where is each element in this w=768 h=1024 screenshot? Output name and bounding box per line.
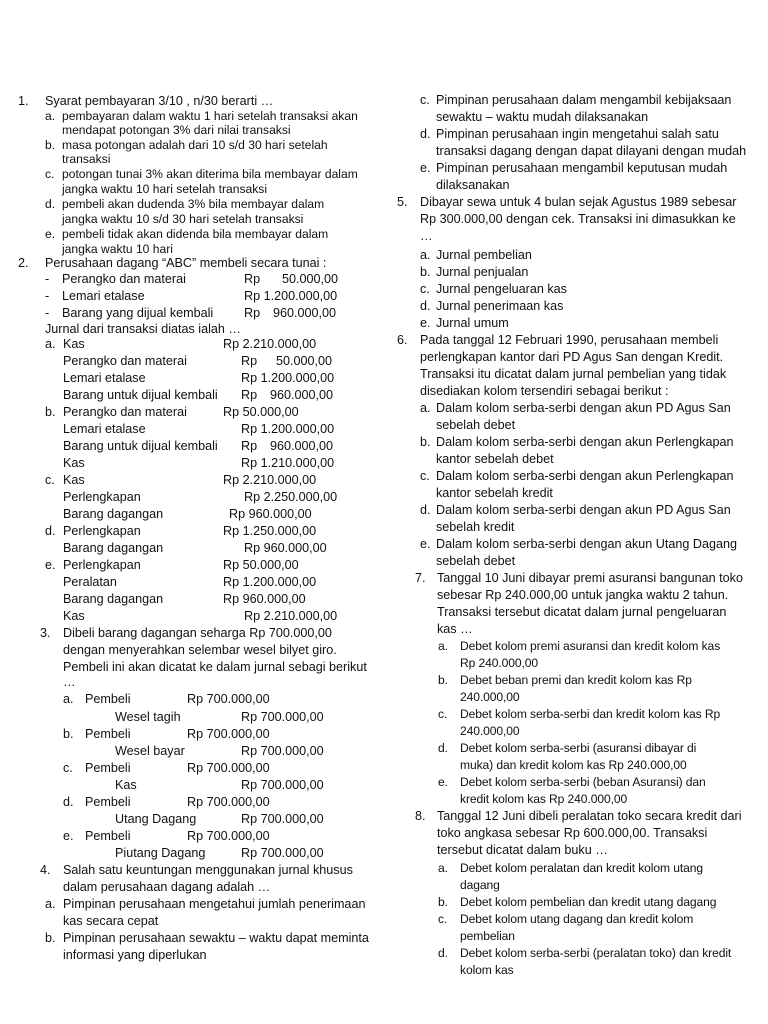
q8-option-a-label: a.	[438, 861, 448, 875]
q3-option-d-debit: Pembeli	[85, 795, 131, 809]
q6-option-b-line: Dalam kolom serba-serbi dengan akun Perlengkapan	[436, 435, 734, 449]
q8-stem-line: Tanggal 12 Juni dibeli peralatan toko secara kredit dari	[437, 809, 742, 823]
q2-option-d-amount: Rp 960.000,00	[244, 541, 327, 555]
q2-option-c-account: Barang dagangan	[63, 507, 164, 521]
q6-option-e-line: sebelah debet	[436, 554, 516, 568]
q3-stem-line: …	[63, 675, 76, 689]
q2-item-name: Barang yang dijual kembali	[62, 306, 214, 320]
q3-option-a-label: a.	[63, 692, 74, 706]
q3-option-e-credit: Piutang Dagang	[115, 846, 206, 860]
q5-option-c-label: c.	[420, 282, 430, 296]
q5-option-e-label: e.	[420, 316, 431, 330]
q4-option-e-label: e.	[420, 161, 431, 175]
q7-option-b-label: b.	[438, 673, 448, 687]
q4-option-c-label: c.	[420, 93, 430, 107]
q6-option-d-label: d.	[420, 503, 431, 517]
q2-option-b-amount: 960.000,00	[270, 439, 334, 453]
q8-option-c-line: pembelian	[460, 929, 515, 943]
q3-stem-line: Pembeli ini akan dicatat ke dalam jurnal sebagi berikut	[63, 660, 367, 674]
q2-option-a-amount: Rp 1.200.000,00	[241, 371, 335, 385]
q7-stem-line: Tanggal 10 Juni dibayar premi asuransi bangunan toko	[437, 571, 743, 585]
q2-option-a-amount: 50.000,00	[276, 354, 333, 368]
q8-option-a-line: Debet kolom peralatan dan kredit kolom utang	[460, 861, 703, 875]
q3-stem-line: dengan menyerahkan selembar wesel bilyet giro.	[63, 643, 337, 657]
q4-option-a-line: kas secara cepat	[63, 914, 159, 928]
q2-option-b-rp: Rp	[241, 439, 258, 453]
q7-option-a-line: Rp 240.000,00	[460, 656, 539, 670]
q7-option-e-line: Debet kolom serba-serbi (beban Asuransi) dan	[460, 775, 706, 789]
q1-option-d-line: jangka waktu 10 s/d 30 hari setelah transaksi	[62, 212, 304, 226]
q5-stem-line: Dibayar sewa untuk 4 bulan sejak Agustus 1989 sebesar	[420, 195, 737, 209]
q3-option-c-label: c.	[63, 761, 73, 775]
q2-option-e-account: Perlengkapan	[63, 558, 141, 572]
q2-option-a-rp: Rp	[241, 354, 258, 368]
q2-option-b-account: Lemari etalase	[63, 422, 146, 436]
q3-option-c-debit: Pembeli	[85, 761, 131, 775]
q4-option-d-line: transaksi dagang dengan dapat dilayani dengan mudah	[436, 144, 747, 158]
q6-option-b-label: b.	[420, 435, 431, 449]
q1-option-a-line: pembayaran dalam waktu 1 hari setelah transaksi akan	[62, 109, 358, 123]
q6-stem-line: perlengkapan kantor dari PD Agus San dengan Kredit.	[420, 350, 724, 364]
q4-option-d-line: Pimpinan perusahaan ingin mengetahui salah satu	[436, 127, 719, 141]
q4-option-b-line: informasi yang diperlukan	[63, 948, 207, 962]
q3-option-d-credit: Utang Dagang	[115, 812, 197, 826]
q8-number: 8.	[415, 809, 426, 823]
q3-option-a-credit: Wesel tagih	[115, 710, 181, 724]
q1-option-c-line: potongan tunai 3% akan diterima bila membayar dalam	[62, 167, 358, 181]
q4-stem-line: Salah satu keuntungan menggunakan jurnal khusus	[63, 863, 353, 877]
q2-option-c-label: c.	[45, 473, 55, 487]
q3-option-c-credit-amount: Rp 700.000,00	[241, 778, 324, 792]
q4-number: 4.	[40, 863, 51, 877]
q2-option-a-amount: Rp 2.210.000,00	[223, 337, 317, 351]
q1-number: 1.	[18, 94, 29, 108]
q3-option-e-label: e.	[63, 829, 74, 843]
q6-option-e-line: Dalam kolom serba-serbi dengan akun Utang Dagang	[436, 537, 738, 551]
q3-option-a-credit-amount: Rp 700.000,00	[241, 710, 324, 724]
q7-stem-line: kas …	[437, 622, 473, 636]
q2-option-e-account: Barang dagangan	[63, 592, 164, 606]
q1-option-b-label: b.	[45, 138, 56, 152]
q2-item-name: Perangko dan materai	[62, 272, 186, 286]
q7-option-e-line: kredit kolom kas Rp 240.000,00	[460, 792, 628, 806]
q7-option-c-label: c.	[438, 707, 448, 721]
q5-option-d-text: Jurnal penerimaan kas	[436, 299, 564, 313]
q7-option-c-line: 240.000,00	[460, 724, 520, 738]
q3-option-c-credit: Kas	[115, 778, 137, 792]
q2-option-e-account: Kas	[63, 609, 85, 623]
q3-option-a-debit-amount: Rp 700.000,00	[187, 692, 270, 706]
q2-option-b-label: b.	[45, 405, 56, 419]
q5-option-c-text: Jurnal pengeluaran kas	[436, 282, 567, 296]
q2-number: 2.	[18, 256, 29, 270]
q8-stem-line: toko angkasa sebesar Rp 600.000,00. Transaksi	[437, 826, 708, 840]
q5-option-b-text: Jurnal penjualan	[436, 265, 529, 279]
q8-option-c-label: c.	[438, 912, 448, 926]
q7-option-c-line: Debet kolom serba-serbi dan kredit kolom kas Rp	[460, 707, 721, 721]
q7-option-d-line: muka) dan kredit kolom kas Rp 240.000,00	[460, 758, 687, 772]
q2-item-amount: 960.000,00	[273, 306, 337, 320]
q2-item-name: Lemari etalase	[62, 289, 145, 303]
q2-option-c-account: Perlengkapan	[63, 490, 141, 504]
q4-stem-line: dalam perusahaan dagang adalah …	[63, 880, 271, 894]
q1-option-a-label: a.	[45, 109, 56, 123]
q3-stem-line: Dibeli barang dagangan seharga Rp 700.000,00	[63, 626, 332, 640]
q2-option-b-amount: Rp 1.210.000,00	[241, 456, 335, 470]
q4-option-d-label: d.	[420, 127, 431, 141]
q7-option-d-label: d.	[438, 741, 448, 755]
q6-option-d-line: Dalam kolom serba-serbi dengan akun PD Agus San	[436, 503, 731, 517]
q2-option-a-rp: Rp	[241, 388, 258, 402]
q2-option-a-label: a.	[45, 337, 56, 351]
q1-option-d-label: d.	[45, 197, 56, 211]
q7-number: 7.	[415, 571, 426, 585]
q7-stem-line: Transaksi tersebut dicatat dalam jurnal pengeluaran	[437, 605, 727, 619]
q5-option-a-text: Jurnal pembelian	[436, 248, 532, 262]
q5-number: 5.	[397, 195, 408, 209]
q8-option-b-label: b.	[438, 895, 448, 909]
q6-option-a-label: a.	[420, 401, 431, 415]
q7-stem-line: sebesar Rp 240.000,00 untuk jangka waktu 2 tahun.	[437, 588, 729, 602]
q2-option-d-amount: Rp 1.250.000,00	[223, 524, 317, 538]
q1-stem: Syarat pembayaran 3/10 , n/30 berarti …	[45, 94, 274, 108]
q3-option-b-debit-amount: Rp 700.000,00	[187, 727, 270, 741]
q5-option-b-label: b.	[420, 265, 431, 279]
q6-option-a-line: Dalam kolom serba-serbi dengan akun PD Agus San	[436, 401, 731, 415]
q2-item-dash: -	[45, 272, 50, 286]
q2-option-d-account: Perlengkapan	[63, 524, 141, 538]
q2-option-e-amount: Rp 960.000,00	[223, 592, 306, 606]
q2-option-e-amount: Rp 1.200.000,00	[223, 575, 317, 589]
q1-option-e-line: jangka waktu 10 hari	[62, 242, 173, 256]
q3-option-c-debit-amount: Rp 700.000,00	[187, 761, 270, 775]
q2-option-a-account: Lemari etalase	[63, 371, 146, 385]
q2-question: Jurnal dari transaksi diatas ialah …	[45, 322, 241, 336]
q1-option-a-line: mendapat potongan 3% dari nilai transaksi	[62, 123, 291, 137]
q3-option-b-debit: Pembeli	[85, 727, 131, 741]
q8-option-d-label: d.	[438, 946, 448, 960]
q3-option-b-credit: Wesel bayar	[115, 744, 185, 758]
q2-option-b-account: Kas	[63, 456, 85, 470]
q3-option-b-label: b.	[63, 727, 74, 741]
q4-option-e-line: Pimpinan perusahaan mengambil keputusan mudah	[436, 161, 728, 175]
q8-stem-line: tersebut dicatat dalam buku …	[437, 843, 608, 857]
q2-option-a-account: Barang untuk dijual kembali	[63, 388, 218, 402]
q2-option-c-amount: Rp 2.250.000,00	[244, 490, 338, 504]
q3-option-b-credit-amount: Rp 700.000,00	[241, 744, 324, 758]
q2-item-dash: -	[45, 289, 50, 303]
q1-option-d-line: pembeli akan dudenda 3% bila membayar dalam	[62, 197, 325, 211]
q2-option-a-amount: 960.000,00	[270, 388, 334, 402]
q1-option-b-line: masa potongan adalah dari 10 s/d 30 hari setelah	[62, 138, 328, 152]
q2-option-d-label: d.	[45, 524, 56, 538]
q5-stem-line: Rp 300.000,00 dengan cek. Transaksi ini dimasukkan ke	[420, 212, 736, 226]
q7-option-e-label: e.	[438, 775, 448, 789]
q5-option-d-label: d.	[420, 299, 431, 313]
q2-item-dash: -	[45, 306, 50, 320]
q2-stem: Perusahaan dagang “ABC” membeli secara tunai :	[45, 256, 327, 270]
q5-option-e-text: Jurnal umum	[436, 316, 509, 330]
q6-option-e-label: e.	[420, 537, 431, 551]
q8-option-b-line: Debet kolom pembelian dan kredit utang dagang	[460, 895, 717, 909]
q2-item-amount: 50.000,00	[282, 272, 339, 286]
q7-option-d-line: Debet kolom serba-serbi (asuransi dibayar di	[460, 741, 697, 755]
q8-option-d-line: kolom kas	[460, 963, 514, 977]
q8-option-d-line: Debet kolom serba-serbi (peralatan toko) dan kredit	[460, 946, 732, 960]
q6-option-c-label: c.	[420, 469, 430, 483]
q1-option-e-label: e.	[45, 227, 56, 241]
q1-option-b-line: transaksi	[62, 152, 111, 166]
q2-item-rp: Rp	[244, 306, 261, 320]
q7-option-b-line: Debet beban premi dan kredit kolom kas Rp	[460, 673, 692, 687]
q2-option-c-amount: Rp 2.210.000,00	[223, 473, 317, 487]
q4-option-a-line: Pimpinan perusahaan mengetahui jumlah penerimaan	[63, 897, 366, 911]
q4-option-c-line: Pimpinan perusahaan dalam mengambil kebijaksaan	[436, 93, 732, 107]
q6-option-c-line: Dalam kolom serba-serbi dengan akun Perlengkapan	[436, 469, 734, 483]
q6-stem-line: disediakan kolom tersendiri sebagai berikut :	[420, 384, 669, 398]
q3-option-d-credit-amount: Rp 700.000,00	[241, 812, 324, 826]
q3-option-a-debit: Pembeli	[85, 692, 131, 706]
q2-item-amount: Rp 1.200.000,00	[244, 289, 338, 303]
q6-option-d-line: sebelah kredit	[436, 520, 515, 534]
q7-option-a-label: a.	[438, 639, 448, 653]
q4-option-b-line: Pimpinan perusahaan sewaktu – waktu dapat meminta	[63, 931, 369, 945]
q2-option-a-account: Kas	[63, 337, 85, 351]
q2-option-b-account: Barang untuk dijual kembali	[63, 439, 218, 453]
q2-option-e-amount: Rp 2.210.000,00	[244, 609, 338, 623]
q2-option-e-label: e.	[45, 558, 56, 572]
q2-option-e-account: Peralatan	[63, 575, 117, 589]
q7-option-a-line: Debet kolom premi asuransi dan kredit kolom kas	[460, 639, 721, 653]
q2-item-rp: Rp	[244, 272, 261, 286]
q6-stem-line: Pada tanggal 12 Februari 1990, perusahaan membeli	[420, 333, 719, 347]
q4-option-a-label: a.	[45, 897, 56, 911]
q2-option-c-account: Kas	[63, 473, 85, 487]
q5-stem-line: …	[420, 229, 433, 243]
q6-option-c-line: kantor sebelah kredit	[436, 486, 553, 500]
q3-option-d-debit-amount: Rp 700.000,00	[187, 795, 270, 809]
q2-option-e-amount: Rp 50.000,00	[223, 558, 299, 572]
q6-option-b-line: kantor sebelah debet	[436, 452, 554, 466]
q6-stem-line: Transaksi itu dicatat dalam jurnal pembelian yang tidak	[420, 367, 727, 381]
q3-option-e-debit: Pembeli	[85, 829, 131, 843]
q3-number: 3.	[40, 626, 51, 640]
q7-option-b-line: 240.000,00	[460, 690, 520, 704]
q4-option-e-line: dilaksanakan	[436, 178, 510, 192]
q2-option-d-account: Barang dagangan	[63, 541, 164, 555]
q2-option-a-account: Perangko dan materai	[63, 354, 187, 368]
q8-option-c-line: Debet kolom utang dagang dan kredit kolom	[460, 912, 694, 926]
q3-option-d-label: d.	[63, 795, 74, 809]
q4-option-c-line: sewaktu – waktu mudah dilaksanakan	[436, 110, 649, 124]
q2-option-b-account: Perangko dan materai	[63, 405, 187, 419]
q8-option-a-line: dagang	[460, 878, 500, 892]
q1-option-c-label: c.	[45, 167, 55, 181]
q2-option-b-amount: Rp 1.200.000,00	[241, 422, 335, 436]
q6-option-a-line: sebelah debet	[436, 418, 516, 432]
q5-option-a-label: a.	[420, 248, 431, 262]
q4-option-b-label: b.	[45, 931, 56, 945]
q2-option-b-amount: Rp 50.000,00	[223, 405, 299, 419]
q3-option-e-debit-amount: Rp 700.000,00	[187, 829, 270, 843]
q3-option-e-credit-amount: Rp 700.000,00	[241, 846, 324, 860]
q1-option-c-line: jangka waktu 10 hari setelah transaksi	[62, 182, 268, 196]
q1-option-e-line: pembeli tidak akan didenda bila membayar dalam	[62, 227, 329, 241]
q6-number: 6.	[397, 333, 408, 347]
q2-option-c-amount: Rp 960.000,00	[229, 507, 312, 521]
